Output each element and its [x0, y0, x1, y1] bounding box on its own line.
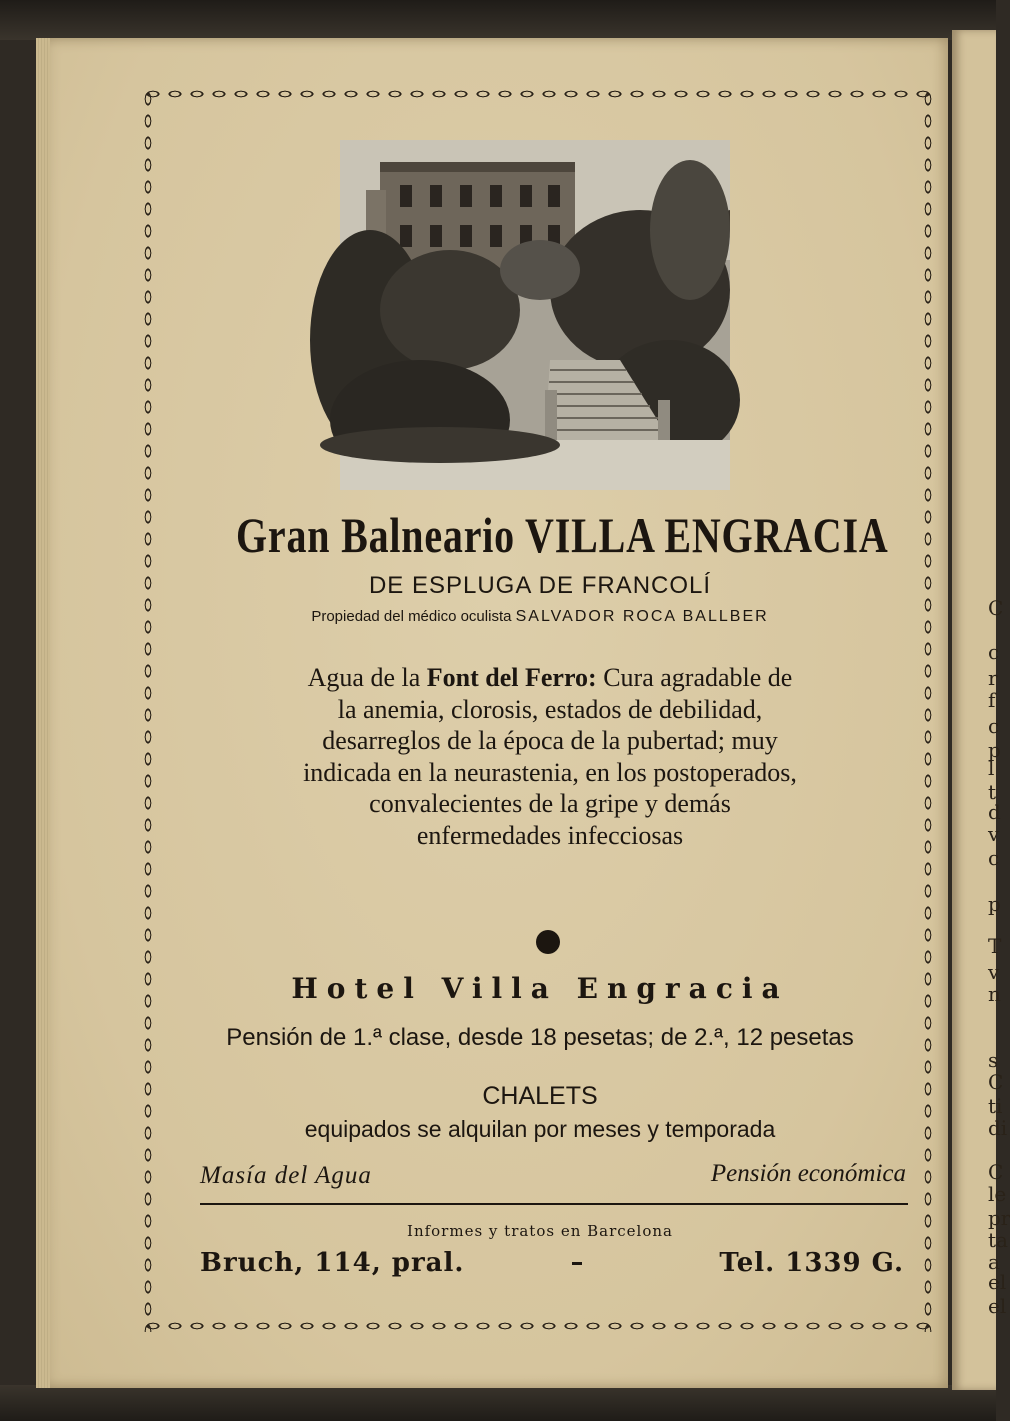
spring-name: Font del Ferro:	[426, 663, 597, 692]
owner-prefix: Propiedad del médico oculista	[311, 608, 512, 625]
adjacent-page-letter: el	[988, 1294, 1007, 1318]
adjacent-page-letter: ti	[988, 1094, 1003, 1118]
adjacent-page-letter: c	[988, 846, 1000, 870]
page-stack-edge	[36, 38, 50, 1388]
adjacent-page-letter: l	[988, 756, 995, 780]
adjacent-page-letter: p	[988, 892, 1001, 916]
adjacent-page-letter: di	[988, 1116, 1008, 1140]
border-right	[922, 88, 934, 1332]
scan-backdrop-bottom	[0, 1385, 996, 1421]
adjacent-page-letter: n	[988, 982, 1001, 1006]
adjacent-page-letter: le	[988, 1182, 1007, 1206]
adjacent-page-letter: a	[988, 1250, 1000, 1274]
adjacent-page-letter: ta	[988, 1228, 1008, 1252]
adjacent-page-letter: c	[988, 714, 1000, 738]
economic-pension-label: Pensión económica	[710, 1160, 906, 1187]
advert-title: Gran Balneario VILLA ENGRACIA	[236, 507, 889, 563]
adjacent-page-letter: v	[988, 960, 1000, 984]
adjacent-page-letter: t	[988, 780, 997, 804]
address: Bruch, 114, pral.	[200, 1248, 465, 1278]
adjacent-page-letter: pr	[988, 1206, 1010, 1230]
adjacent-page-letter: C	[988, 1160, 1004, 1184]
villa-photograph	[340, 140, 730, 490]
advert-subtitle: DE ESPLUGA DE FRANCOLÍ	[368, 572, 712, 599]
adjacent-page-letter: T	[988, 934, 1002, 958]
pension-prices: Pensión de 1.ª clase, desde 18 pesetas; de 2.ª, 12 pesetas	[226, 1024, 854, 1051]
border-left	[142, 88, 154, 1332]
adjacent-page-letter: p	[988, 738, 1001, 762]
divider-rule	[200, 1203, 908, 1205]
scan-backdrop-top	[0, 0, 996, 40]
adjacent-page-letter: d	[988, 800, 1001, 824]
adjacent-page-letter: C	[988, 596, 1004, 620]
adjacent-page-letter: r	[988, 666, 998, 690]
body-rest: Cura agradable de la anemia, clorosis, estados de debilidad, desarreglos de la época de la pubertad; muy indicada en la neurastenia, en los postoperados, convalecientes de la gripe y demás enfermedades infecciosas	[303, 663, 797, 850]
body-lead: Agua de la	[307, 663, 427, 692]
owner-name: SALVADOR ROCA BALLBER	[515, 608, 769, 625]
adjacent-page-letter: C	[988, 1070, 1004, 1094]
border-bottom	[142, 1320, 934, 1332]
owner-line	[160, 608, 920, 626]
chalets-rent: equipados se alquilan por meses y temporada	[304, 1116, 776, 1142]
adjacent-page-letter: v	[988, 822, 1000, 846]
hotel-name: Hotel Villa Engracia	[291, 972, 789, 1005]
adjacent-page	[952, 30, 1010, 1390]
water-description	[300, 662, 800, 851]
adjacent-page-letter: el	[988, 1270, 1007, 1294]
adjacent-page-letter: c	[988, 640, 1000, 664]
masia-label: Masía del Agua	[200, 1162, 372, 1189]
adjacent-page-letter: s	[988, 1048, 999, 1072]
border-top	[142, 88, 934, 100]
separator-dot	[536, 930, 560, 954]
address-separator	[572, 1262, 582, 1265]
telephone: Tel. 1339 G.	[719, 1248, 904, 1278]
adjacent-page-letter: f	[988, 688, 996, 712]
chalets-heading: CHALETS	[482, 1082, 598, 1110]
informes-line: Informes y tratos en Barcelona	[407, 1222, 673, 1240]
